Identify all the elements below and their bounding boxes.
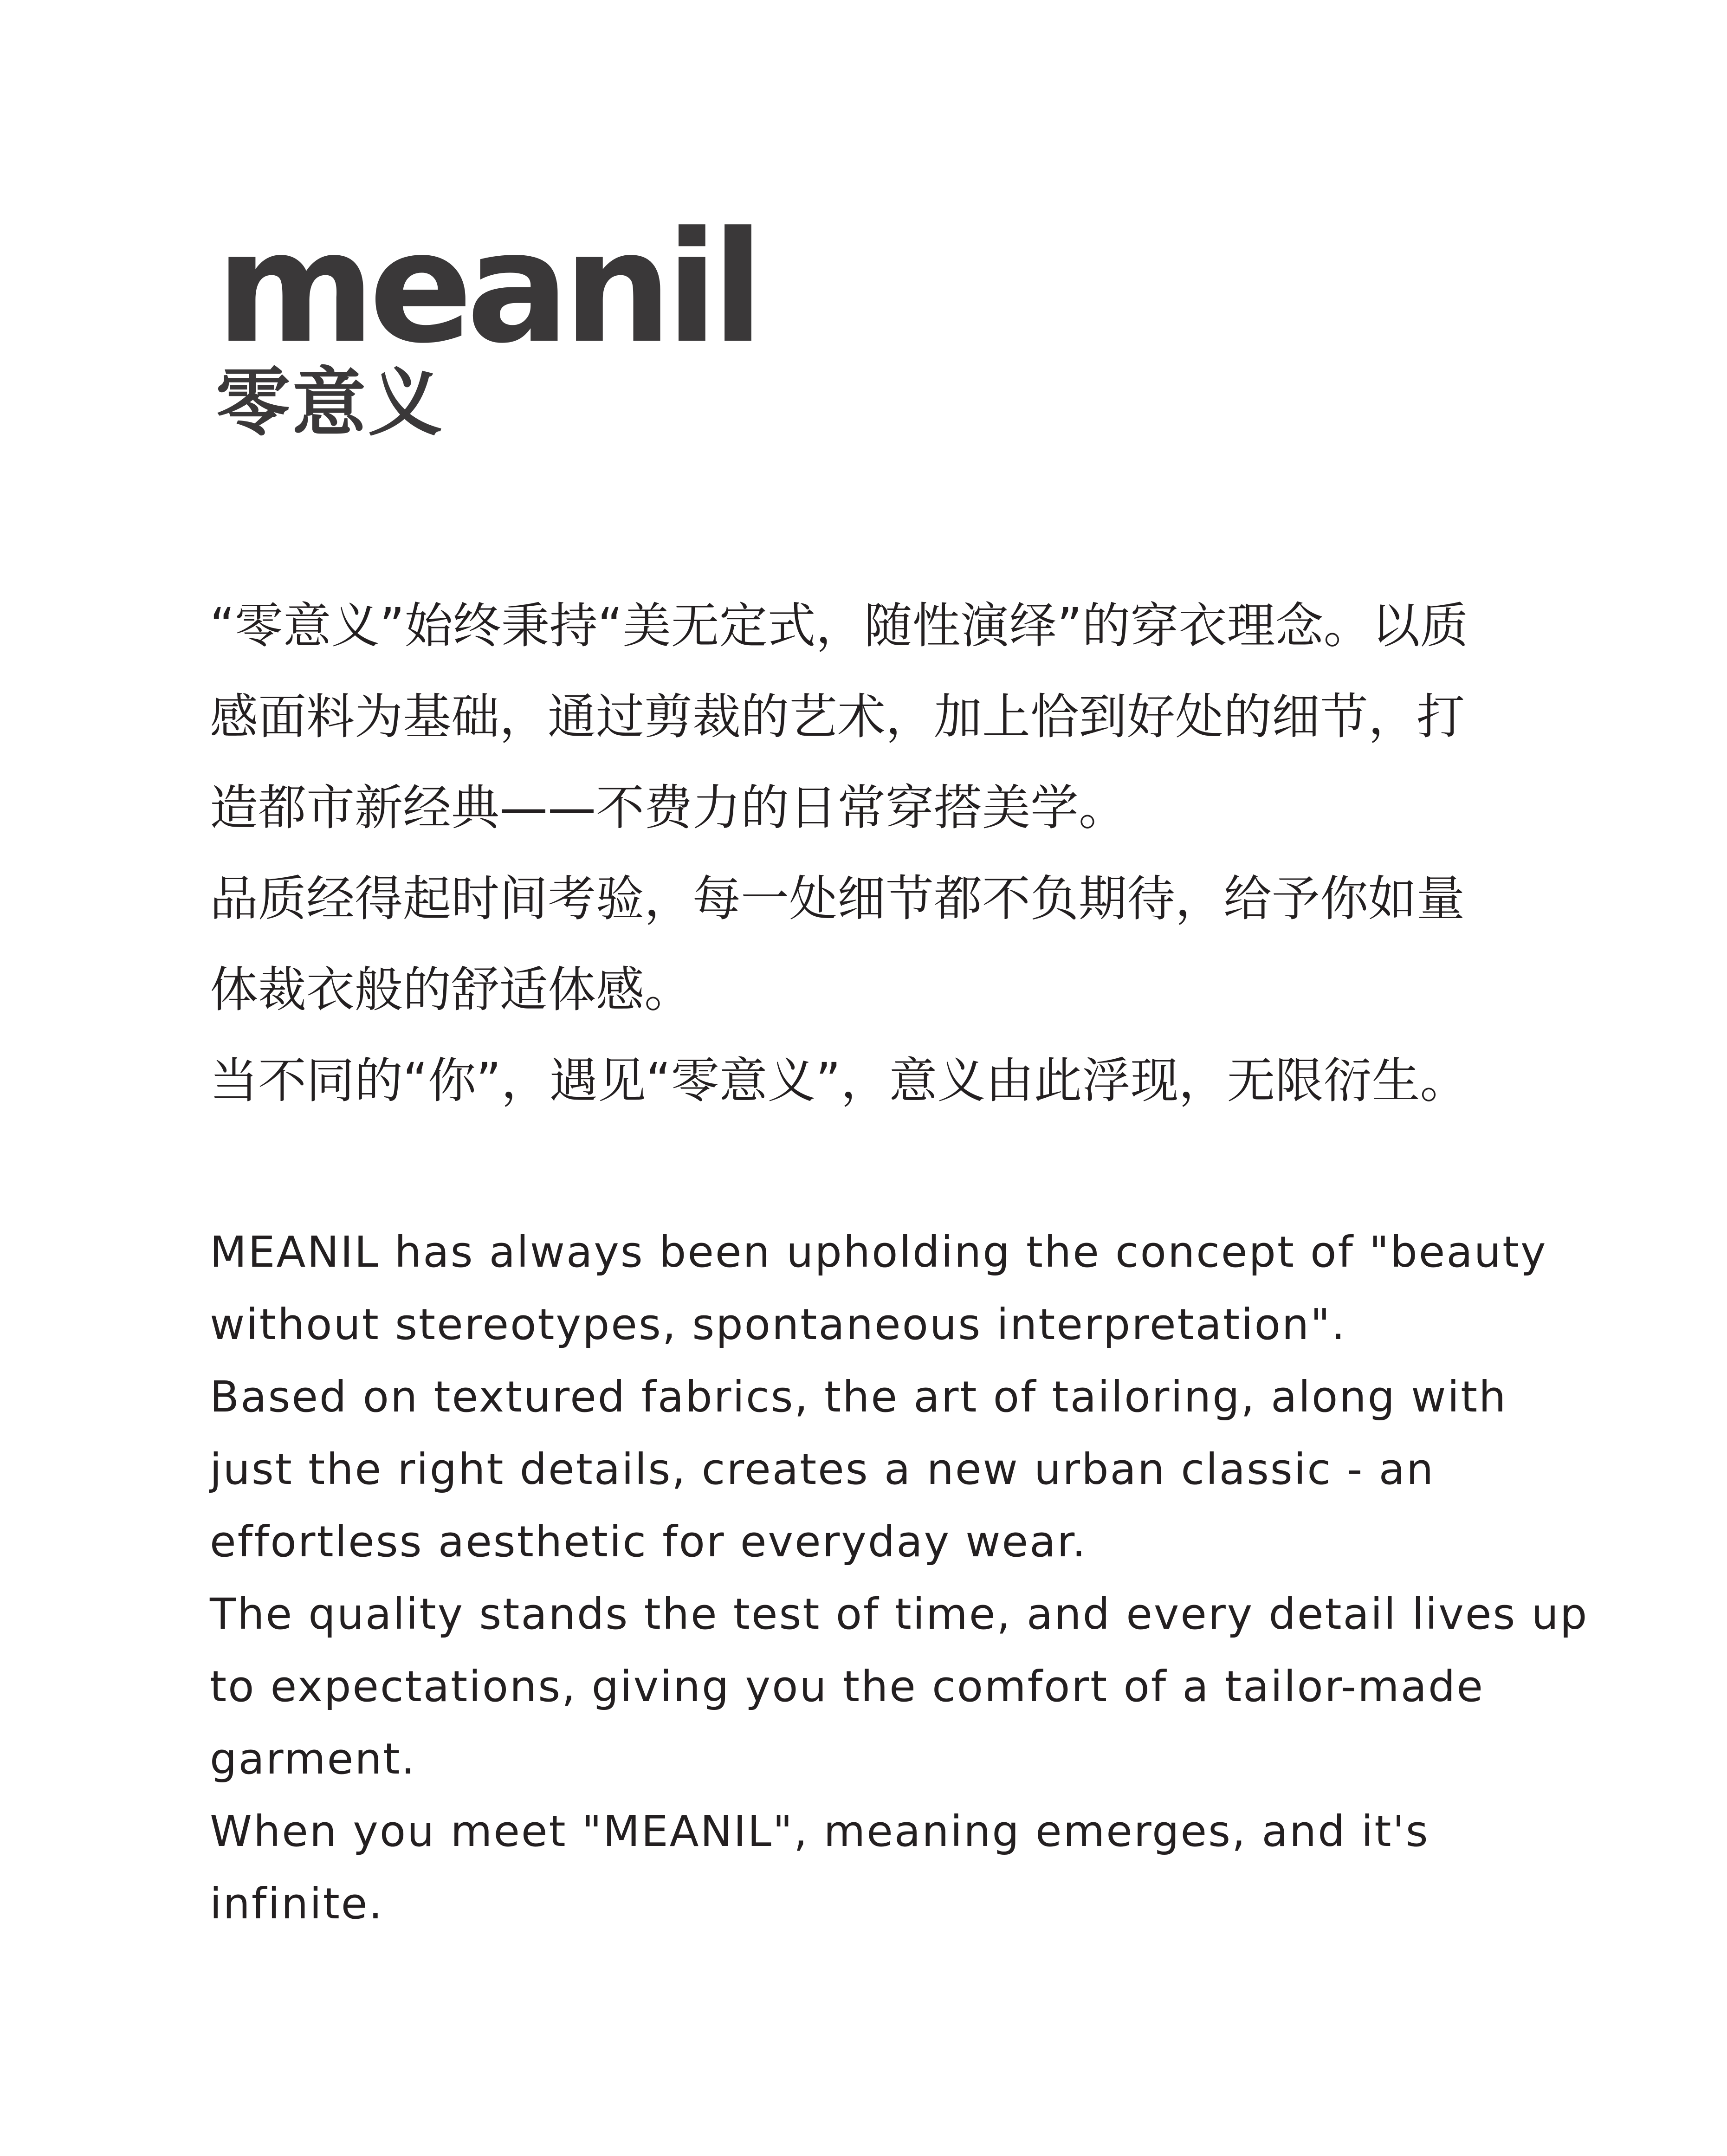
chinese-line: 品质经得起时间考验，每一处细节都不负期待，给予你如量 <box>210 870 1465 927</box>
chinese-description <box>210 580 1579 1126</box>
brand-name-cn: 零意义 <box>216 359 445 446</box>
chinese-line: 造都市新经典——不费力的日常穿搭美学。 <box>210 779 1127 836</box>
chinese-line: 当不同的“你”，遇见“零意义”，意义由此浮现，无限衍生。 <box>210 1052 1468 1109</box>
english-line: without stereotypes, spontaneous interpretation". <box>210 1300 1346 1349</box>
chinese-line: 感面料为基础，通过剪裁的艺术，加上恰到好处的细节，打 <box>210 688 1465 745</box>
english-line: Based on textured fabrics, the art of tailoring, along with <box>210 1372 1507 1422</box>
english-line: The quality stands the test of time, and every detail lives up <box>210 1589 1589 1639</box>
english-line: just the right details, creates a new urban classic - an <box>210 1444 1435 1494</box>
english-description <box>210 1216 1695 1940</box>
chinese-line: 体裁衣般的舒适体感。 <box>210 961 693 1018</box>
english-line: to expectations, giving you the comfort of a tailor-made <box>210 1662 1484 1711</box>
brand-logo <box>216 199 758 446</box>
english-line: effortless aesthetic for everyday wear. <box>210 1517 1087 1567</box>
english-line: infinite. <box>210 1879 384 1929</box>
english-line: When you meet "MEANIL", meaning emerges, and it's <box>210 1806 1429 1856</box>
brand-name-en: meanil <box>216 199 758 377</box>
english-line: garment. <box>210 1734 416 1784</box>
english-line: MEANIL has always been upholding the concept of "beauty <box>210 1227 1547 1277</box>
chinese-line: “零意义”始终秉持“美无定式，随性演绎”的穿衣理念。以质 <box>210 597 1468 654</box>
